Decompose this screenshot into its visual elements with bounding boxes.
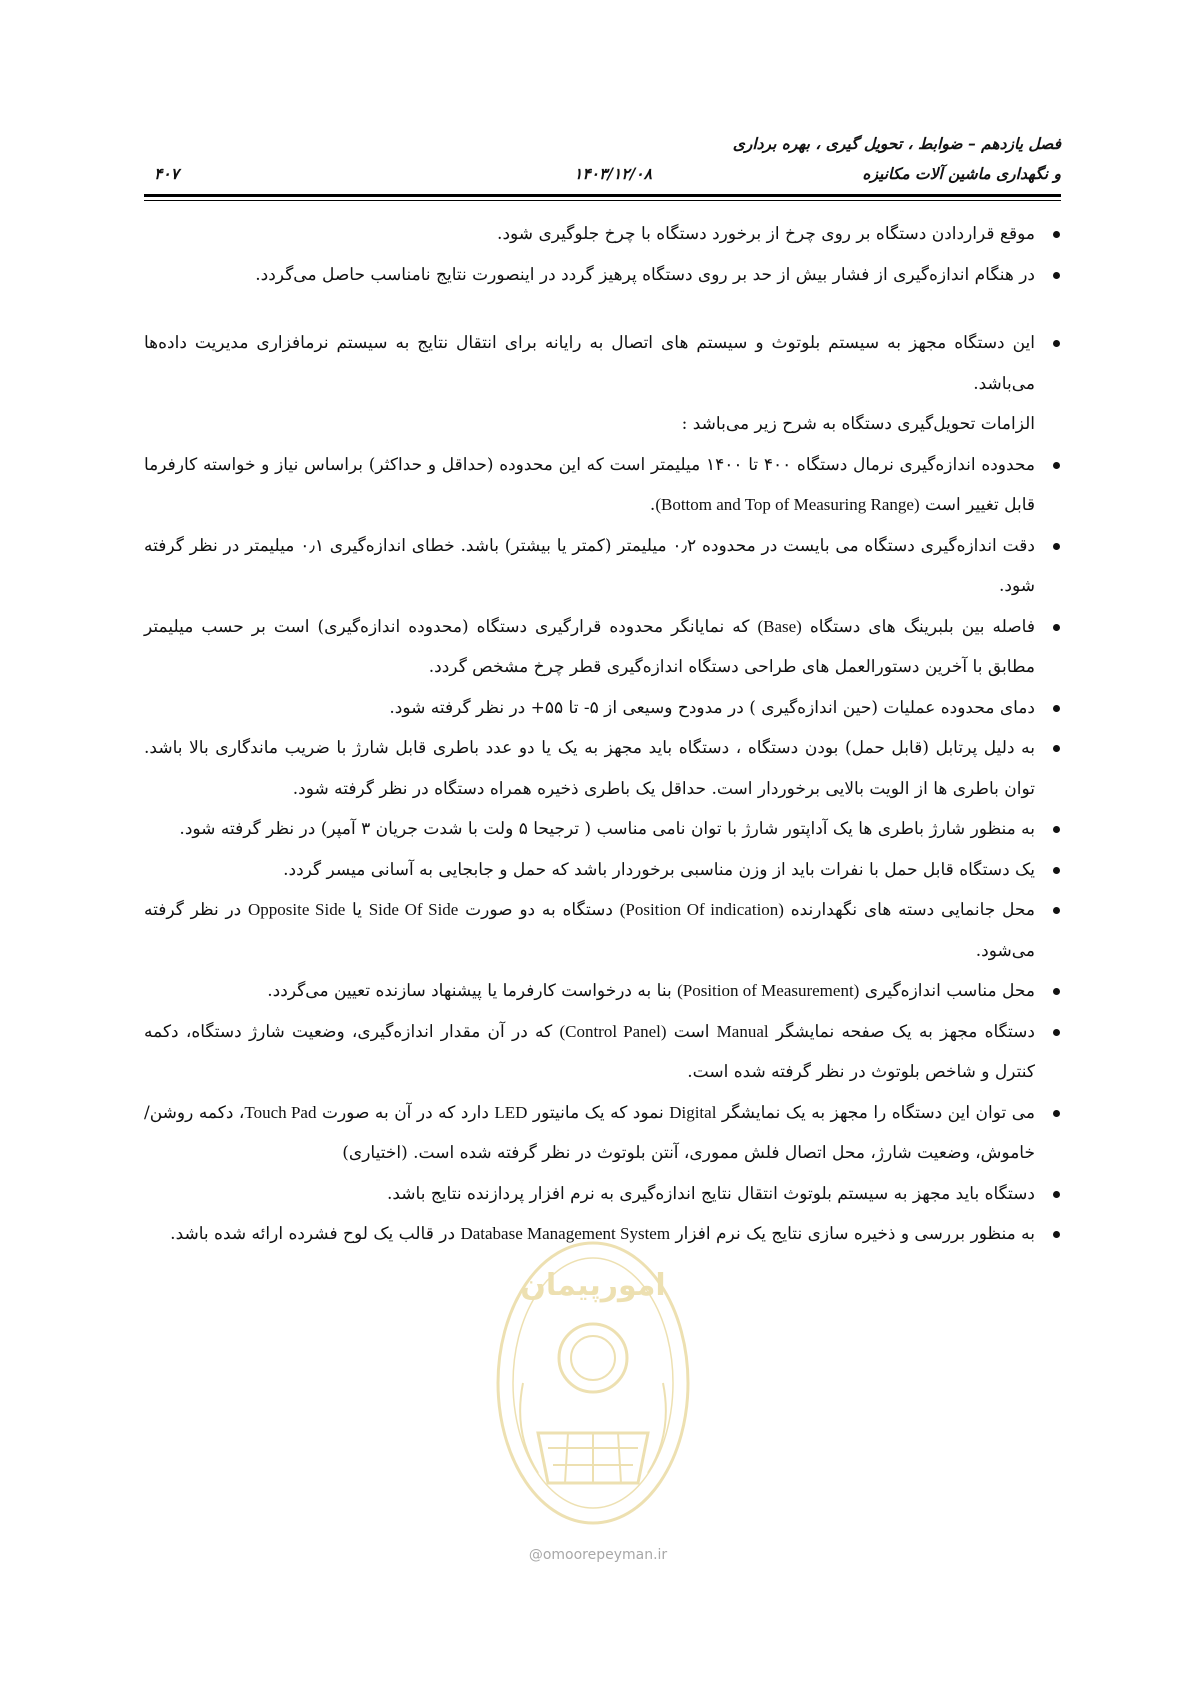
latin-term: (Control Panel) (559, 1021, 667, 1041)
list-item (144, 323, 1061, 404)
item-text: در نظر گرفته می‌شود. (144, 900, 1035, 961)
latin-term: Database Management System (460, 1224, 671, 1243)
header-rule-thin (144, 200, 1061, 201)
item-text: یک دستگاه قابل حمل با نفرات باید از وزن مناسبی برخوردار باشد که حمل و جابجایی به آسانی میسر گردد. (283, 859, 1035, 880)
watermark-site: @omoorepeyman.ir (528, 1547, 668, 1563)
item-text: دقت اندازه‌گیری دستگاه می بایست در محدوده ۰٫۲ میلیمتر (کمتر یا بیشتر) باشد. خطای اندازه‌گیری ۰٫۱ میلیمتر در نظر گرفته شود. (144, 535, 1035, 596)
item-text: موقع قراردادن دستگاه بر روی چرخ از برخورد دستگاه با چرخ جلوگیری شود. (497, 224, 1035, 244)
list-item (144, 255, 1061, 296)
item-text: بنا به درخواست کارفرما یا پیشنهاد سازنده تعیین می‌گردد. (267, 981, 678, 1001)
list-requirements (144, 445, 1061, 1255)
latin-term: Touch Pad (244, 1102, 317, 1122)
item-text: فاصله بین بلبرینگ های دستگاه (801, 616, 1035, 637)
list-middle (144, 323, 1061, 404)
list-item (144, 1174, 1061, 1215)
chapter-title: فصل یازدهم – ضوابط ، تحویل گیری ، بهره برداری (732, 134, 1061, 153)
list-item (144, 890, 1061, 971)
latin-term: LED (494, 1102, 528, 1122)
list-item (144, 214, 1061, 255)
list-item (144, 971, 1061, 1012)
list-item (144, 850, 1061, 891)
item-text: محل مناسب اندازه‌گیری (859, 981, 1035, 1001)
item-text: که نمایانگر محدوده قرارگیری دستگاه (محدوده اندازه‌گیری) است بر حسب میلیمتر مطابق با آخرین دستورالعمل های طراحی دستگاه اندازه‌گیری قطر چرخ مشخص گردد. (144, 616, 1035, 677)
latin-term: Side Of Side (368, 900, 459, 919)
item-text: دستگاه به دو صورت (458, 900, 620, 920)
item-text: به دلیل پرتابل (قابل حمل) بودن دستگاه ، دستگاه باید مجهز به یک یا دو عدد باطری قابل شارژ با ضریب ماندگاری بالا باشد. توان باطری ها از الویت بالایی برخوردار است. حداقل یک باطری ذخیره همراه دستگاه در نظر گرفته شود. (144, 738, 1035, 799)
item-text: یا (345, 900, 369, 920)
latin-term: (Bottom and Top of Measuring Range) (655, 495, 920, 514)
item-text: محدوده اندازه‌گیری نرمال دستگاه ۴۰۰ تا ۱۴۰۰ میلیمتر است که این محدوده (حداقل و حداکثر) براساس نیاز و خواسته کارفرما قابل تغییر است (144, 454, 1036, 515)
latin-term: (Position Of indication) (619, 900, 784, 919)
paragraph-gap (144, 295, 1061, 323)
item-text: دستگاه باید مجهز به سیستم بلوتوث انتقال نتایج اندازه‌گیری به نرم افزار پردازنده نتایج باشد. (386, 1183, 1035, 1204)
list-top (144, 214, 1061, 295)
item-text: به منظور بررسی و ذخیره سازی نتایج یک نرم افزار (670, 1224, 1035, 1244)
chapter-subtitle: و نگهداری ماشین آلات مکانیزه (862, 164, 1061, 183)
item-text: دارد که در آن به صورت (316, 1102, 495, 1123)
list-item (144, 1012, 1061, 1093)
header-date: ۱۴۰۳/۱۲/۰۸ (574, 164, 652, 183)
item-text: محل جانمایی دسته های نگهدارنده (783, 900, 1036, 920)
list-item (144, 809, 1061, 850)
page-header (144, 130, 1061, 192)
watermark-logo-icon (493, 1233, 693, 1533)
list-item (144, 526, 1061, 607)
latin-term: (Base) (757, 616, 802, 636)
watermark-logo-text: امورپیمان (520, 1268, 666, 1303)
page-body (144, 214, 1061, 1255)
latin-term: (Position of Measurement) (677, 981, 860, 1000)
item-text: در قالب یک لوح فشرده ارائه شده باشد. (170, 1224, 461, 1244)
latin-term: Manual (716, 1021, 769, 1041)
item-text: به منظور شارژ باطری ها یک آداپتور شارژ با توان نامی مناسب ( ترجیحا ۵ ولت با شدت جریان ۳ آمپر) در نظر گرفته شود. (179, 819, 1035, 839)
list-item (144, 445, 1061, 526)
latin-term: Digital (669, 1102, 717, 1122)
list-item (144, 1093, 1061, 1174)
item-text: . (649, 495, 656, 515)
latin-term: Opposite Side (248, 900, 346, 919)
list-item (144, 688, 1061, 729)
item-text: که در آن مقدار اندازه‌گیری، وضعیت شارژ دستگاه، دکمه کنترل و شاخص بلوتوث در نظر گرفته شده است. (144, 1021, 1035, 1082)
list-item (144, 607, 1061, 688)
item-text: این دستگاه مجهز به سیستم بلوتوث و سیستم های اتصال به رایانه برای انتقال نتایج به سیستم نرمافزاری مدیریت داده‌ها می‌باشد. (144, 333, 1035, 394)
item-text: می توان این دستگاه را مجهز به یک نمایشگر (716, 1102, 1036, 1123)
item-text: دستگاه مجهز به یک صفحه نمایشگر (768, 1021, 1035, 1042)
item-text: ، دکمه روشن/خاموش، وضعیت شارژ، محل اتصال فلش مموری، آنتن بلوتوث در نظر گرفته شده است. (اختیاری) (144, 1102, 1035, 1163)
item-text: در هنگام اندازه‌گیری از فشار بیش از حد بر روی دستگاه پرهیز گردد در اینصورت نتایج نامناسب حاصل می‌گردد. (255, 264, 1035, 285)
requirements-intro: الزامات تحویل‌گیری دستگاه به شرح زیر می‌باشد : (681, 414, 1035, 434)
item-text: نمود که یک مانیتور (527, 1102, 670, 1123)
item-text: دمای محدوده عملیات (حین اندازه‌گیری ) در مدودح وسیعی از ۵- تا ۵۵+ در نظر گرفته شود. (389, 697, 1035, 718)
page-number: ۴۰۷ (154, 164, 179, 183)
item-text: است (666, 1021, 717, 1042)
header-rule-thick (144, 194, 1061, 197)
list-item (144, 728, 1061, 809)
